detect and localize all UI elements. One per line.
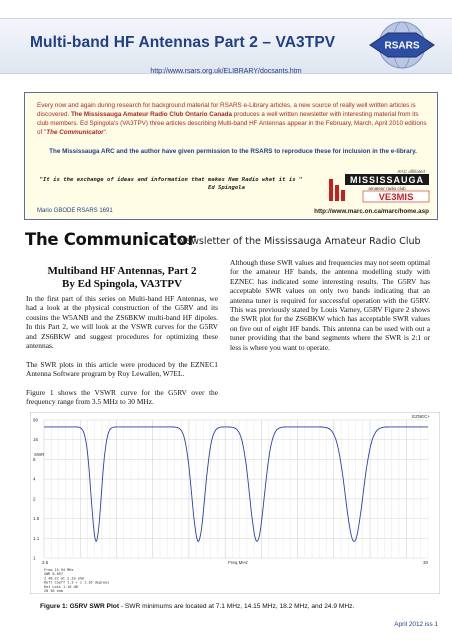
club-url[interactable]: http://www.marc.on.ca/marc/home.asp [314, 208, 429, 215]
y-tick-label: 16 [33, 437, 39, 443]
paragraph: Figure 1 shows the VSWR curve for the G5RV over the frequency range from 3.5 MHz to 30 MHz. [26, 388, 218, 407]
y-tick-label: 90 [33, 417, 39, 423]
page-header [0, 0, 452, 82]
article-right-column [230, 258, 430, 361]
intro-box [24, 92, 438, 220]
paragraph: In the first part of this series on Multi-band HF Antennas, we had a look at the physical construction of the G5RV and its cousins the W5ANB and the ZS6BKW multi-band HF dipoles. In this Part 2, we will look at the VSWR curves for the G5RV and ZS6BKW and suggest procedures for optimizing these antennas. [26, 294, 218, 351]
caption-label: Figure 1: G5RV SWR Plot [40, 603, 120, 610]
y-axis-label: SWR [34, 452, 45, 457]
article-left-column [26, 294, 218, 416]
plot-info-line: Freq 15.94 MHz [44, 568, 74, 572]
logo-mississauga: MISSISSAUGA [349, 175, 425, 185]
plot-info-line: Ret Loss 1.10 dB [44, 584, 78, 589]
ve3mis-logo [327, 167, 431, 203]
figure-caption [40, 603, 354, 610]
swr-plot [30, 412, 440, 594]
y-tick-label: 1.1 [33, 535, 40, 541]
intro-part-c: ". [103, 129, 108, 136]
newsletter-name-inline: The Communicator [46, 129, 104, 136]
article-title: Multiband HF Antennas, Part 2 [47, 265, 197, 277]
article-url[interactable]: http://www.rsars.org.uk/ELIBRARY/docsants.htm [150, 68, 302, 75]
paragraph: Although these SWR values and frequencies may not seem optimal for the amateur HF bands, the antenna modelling study with EZNEC has indicated some interesting results. The G5RV has acceptable SWR values on only two bands indicating that an antenna tuner is required for successful operation with the G5RV. This was previously stated by Louis Varney, G5RV Figure 2 shows the SWR plot for the ZS6BKW which has acceptable SWR values on five out of eight HF bands. This antenna can be used with out a tuner providing that the band segments where the SWR is 2:1 or less is where you want to operate. [230, 258, 430, 352]
y-tick-label: 1.5 [33, 516, 40, 522]
plot-info-line: Refl Coeff 1.3 + j 1.16 degrees [44, 580, 110, 585]
issue-footer: April 2012 iss 1 [394, 621, 438, 628]
plot-info-line: SWR 8.897 [44, 572, 63, 577]
permission-text: The Mississauga ARC and the author have given permission to the RSARS to reproduce these for inclusion in the e-library. [49, 148, 417, 155]
logo-affiliated: RAC affiliated [397, 169, 425, 174]
caption-text: - SWR minimums are located at 7.1 MHz, 14.15 MHz, 18.2 MHz, and 24.9 MHz. [119, 603, 355, 610]
newsletter-name: The Communicator [25, 230, 196, 249]
box-author: Mario GBODE RSARS 1691 [37, 208, 113, 214]
page-title: Multi-band HF Antennas Part 2 – VA3TPV [30, 34, 336, 51]
logo-callsign: VE3MIS [378, 192, 414, 203]
y-tick-label: 4 [33, 476, 36, 482]
y-tick-label: 2 [33, 496, 36, 502]
x-axis-label: Freq MHz [228, 560, 248, 565]
logo-club: amateur radio club [368, 186, 406, 191]
paragraph: The SWR plots in this article were produced by the EZNEC1 Antenna Software program by Roy Lewallen, W7EL. [26, 359, 218, 379]
x-min-label: 3.5 [42, 560, 49, 565]
club-name: The Mississauga Amateur Radio Club Ontario Canada [70, 111, 233, 118]
y-tick-label: 1 [33, 555, 36, 561]
plot-corner-label: EZNEC+ [412, 414, 430, 419]
article-byline: By Ed Spingola, VA3TPV [61, 278, 183, 290]
intro-text [37, 101, 429, 137]
article-title-block [26, 265, 218, 291]
quote-author: Ed Spingola [207, 185, 245, 191]
rsars-logo [366, 20, 438, 70]
y-tick-label: 8 [33, 456, 36, 462]
intro-part-b: produces a well written newsletter with interesting material from its club members. Ed Spingola's (VA3TPV) three articles describing Multi-band HF Antennas appear in the February, March, April 2010 editions of " [37, 111, 427, 136]
quote-text: "It is the exchange of ideas and information that makes Ham Radio what it is " [39, 177, 303, 183]
quote-block [37, 176, 305, 192]
x-max-label: 30 [422, 560, 428, 565]
logo-text: RSARS [384, 40, 420, 52]
plot-info-line: Z0 50 ohm [44, 589, 63, 593]
plot-info-line: Z 48.22 at 2.10 ohm [44, 576, 85, 581]
intro-part-a: Every now and again during research for background material for RSARS e-Library articles, a new source of really well written articles is discovered. [37, 102, 416, 118]
newsletter-subtitle: Newsletter of the Mississauga Amateur Radio Club [178, 236, 421, 247]
